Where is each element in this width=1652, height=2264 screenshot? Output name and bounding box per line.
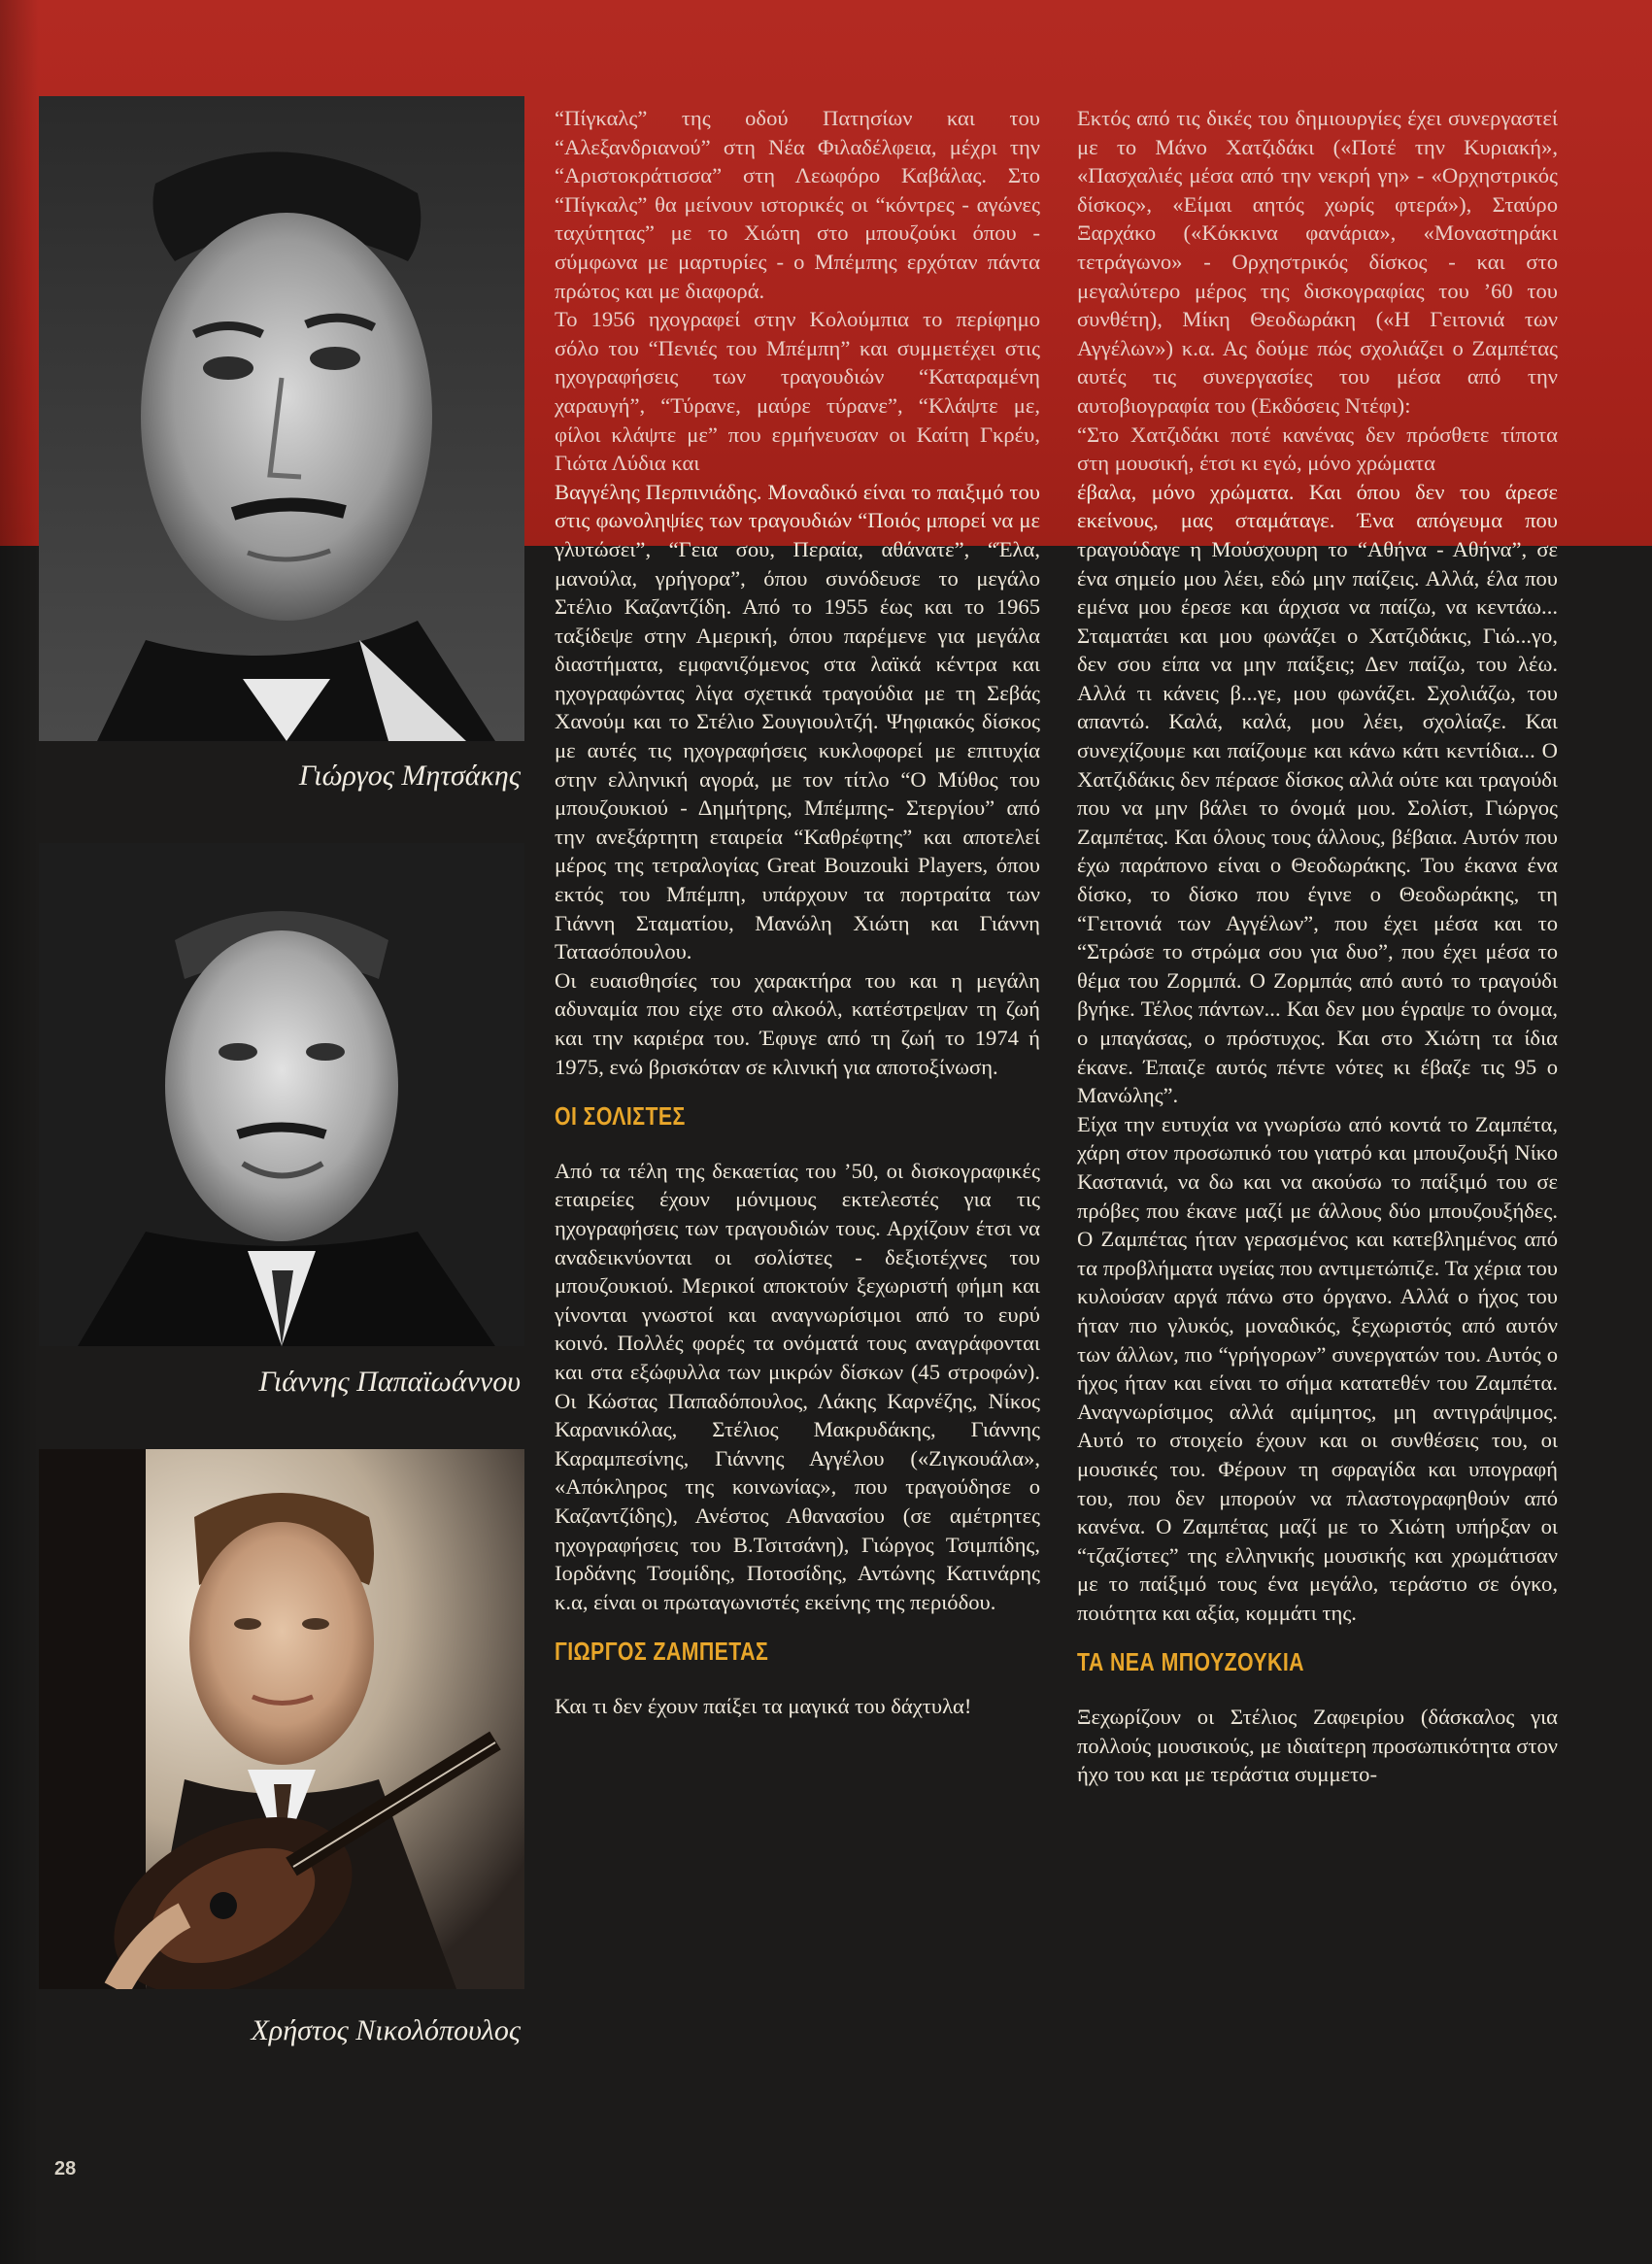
paragraph: Οι ευαισθησίες του χαρακτήρα του και η μεγάλη αδυναμία που είχε στο αλκοόλ, κατέστρεψαν τη ζωή και την καριέρα του. Έφυγε από τη ζωή το 1974 ή 1975, ενώ βρισκόταν σε κλινική για αποτοξίνωση.: [555, 967, 1040, 1079]
paragraph: “Στο Χατζιδάκι ποτέ κανένας δεν πρόσθετε τίποτα στη μουσική, έτσι κι εγώ, μόνο χρώματα: [1077, 422, 1558, 476]
caption-photo-3: Χρήστος Νικολόπουλος: [251, 2014, 521, 2046]
caption-photo-2: Γιάννης Παπαϊωάννου: [258, 1366, 521, 1398]
paragraph: Από τα τέλη της δεκαετίας του ’50, οι δισκογραφικές εταιρείες έχουν μόνιμους εκτελεστές για τις ηχογραφήσεις των τραγουδιών τους. Αρχίζουν έτσι να αναδεικνύονται οι σολίστες - δεξιοτέχνες του μπουζουκιού. Μερικοί αποκτούν ξεχωριστή φήμη και γίνονται γνωστοί και αναγνωρίσιμοι από το ευρύ κοινό. Πολλές φορές τα ονόματά τους αναγράφονται και στα εξώφυλλα των μικρών δίσκων (45 στροφών). Οι Κώστας Παπαδόπουλος, Λάκης Καρνέζης, Νίκος Καρανικόλας, Στέλιος Μακρυδάκης, Γιάννης Καραμπεσίνης, Γιάννης Αγγέλου («Ζιγκουάλα», «Απόκληρος της κοινωνίας», που τραγούδησε ο Καζαντζίδης), Ανέστος Αθανασίου (σε αμέτρητες ηχογραφήσεις του Β.Τσιτσάνη), Γιώργος Τσιμπίδης, Ιορδάνης Τσομίδης, Ποτοσίδης, Αντώνης Κατινάρης κ.α, είναι οι πρωταγωνιστές εκείνης της περιόδου.: [555, 1158, 1040, 1614]
section-heading-soloists: ΟΙ ΣΟΛΙΣΤΕΣ: [555, 1101, 686, 1132]
paragraph: Ξεχωρίζουν οι Στέλιος Ζαφειρίου (δάσκαλος για πολλούς μουσικούς, με ιδιαίτερη προσωπικότητα στον ήχο του και με τεράστια συμμετο-: [1077, 1705, 1558, 1787]
paragraph: “Πίγκαλς” της οδού Πατησίων και του “Αλεξανδριανού” στη Νέα Φιλαδέλφεια, μέχρι την “Αριστοκράτισσα” στη Λεωφόρο Καβάλας. Στο “Πίγκαλς” θα μείνουν ιστορικές οι “κόντρες - αγώνες ταχύτητας” με το Χιώτη στο μπουζούκι όπου - σύμφωνα με μαρτυρίες - ο Μπέμπης ερχόταν πάντα πρώτος και με διαφορά.: [555, 106, 1040, 303]
portrait-photo-mitsakis: [39, 96, 524, 741]
page-number: 28: [54, 2158, 77, 2180]
paragraph: έβαλα, μόνο χρώματα. Και όπου δεν του άρεσε εκείνους, μας σταμάταγε. Ένα απόγευμα που τραγούδαγε η Μούσχουρη το “Αθήνα - Αθήνα”, σε ένα σημείο μου λέει, εδώ μην παίζεις. Αλλά, έλα που εμένα μου έρεσε και άρχισα να παίζω, να κεντάω... Σταματάει και μου φωνάζει ο Χατζιδάκις, Γιώ...γο, δεν σου είπα να μην παίξεις; Δεν παίζω, του λέω. Αλλά τι κάνεις β...γε, μου φωνάζει. Σχολιάζω, του απαντώ. Καλά, καλά, μου λέει, σχολίαζε. Και συνεχίζουμε και παίζουμε και κάνω κάτι κεντίδια... Ο Χατζιδάκις δεν πέρασε δίσκος αλλά ούτε και τραγούδι που να μην βάλει το όνομά μου. Σολίστ, Γιώργος Ζαμπέτας. Και όλους τους άλλους, βέβαια. Αυτόν που έχω παράπονο είναι ο Θεοδωράκης. Του έκανα ένα δίσκο, το δίσκο που έγινε ο Θεοδωράκης, τη “Γειτονιά των Αγγέλων”, που έχει μέσα και το “Στρώσε το στρώμα σου για δυο”, που έχει μέσα το θέμα του Ζορμπά. Ο Ζορμπάς από αυτό το τραγούδι βγήκε. Τέλος πάντων... Και δεν μου έγραψε το όνομα, ο μπαγάσας, ο πρόστυχος. Και στο Χιώτη τα ίδια έκανε. Έπαιζε αυτός πέντε νότες κι έβαζε τις 95 ο Μανώλης”.: [1077, 479, 1558, 1108]
caption-photo-1: Γιώργος Μητσάκης: [298, 760, 521, 792]
paragraph: Βαγγέλης Περπινιάδης. Μοναδικό είναι το παιξιμό του στις φωνοληψίες των τραγουδιών “Ποιός μπορεί να με γλυτώσει”, “Γεια σου, Περαία, αθάνατε”, “Έλα, μανούλα, γρήγορα”, όπου συνόδευσε το μεγάλο Στέλιο Καζαντζίδη. Από το 1955 έως και το 1965 ταξίδεψε στην Αμερική, όπου παρέμενε για μεγάλα διαστήματα, εμφανιζόμενος στα λαϊκά κέντρα και ηχογραφώντας λίγα σχετικά τραγούδια με τη Σεβάς Χανούμ και το Στέλιο Σουγιουλτζή. Ψηφιακός δίσκος με αυτές τις ηχογραφήσεις κυκλοφορεί με επιτυχία στην ελληνική αγορά, με τον τίτλο “Ο Μύθος του μπουζουκιού - Δημήτρης, Μπέμπης- Στεργίου” από την ανεξάρτητη εταιρεία “Καθρέφτης” και αποτελεί μέρος της τετραλογίας Great Bouzouki Players, όπου εκτός του Μπέμπη, υπάρχουν τα πορτραίτα των Γιάννη Σταματίου, Μανώλη Χιώτη και Γιάννη Τατασόπουλου.: [555, 479, 1040, 964]
section-heading-zampetas: ΓΙΩΡΓΟΣ ΖΑΜΠΕΤΑΣ: [555, 1637, 769, 1667]
paragraph: Το 1956 ηχογραφεί στην Κολούμπια το περίφημο σόλο του “Πενιές του Μπέμπη” και συμμετέχει στις ηχογραφήσεις των τραγουδιών “Καταραμένη χαραυγή”, “Τύρανε, μαύρε τύρανε”, “Κλάψτε με, φίλοι κλάψτε με” που ερμήνευσαν οι Καίτη Γκρέυ, Γιώτα Λύδια και: [555, 307, 1040, 476]
binding-shadow: [0, 0, 39, 2264]
paragraph: Εκτός από τις δικές του δημιουργίες έχει συνεργαστεί με το Μάνο Χατζιδάκι («Ποτέ την Κυριακή», «Πασχαλιές μέσα από την νεκρή γη» - «Ορχηστρικός δίσκος», «Είμαι αητός χωρίς φτερά»), Σταύρο Ξαρχάκο («Κόκκινα φανάρια», «Μοναστηράκι τετράγωνο» - Ορχηστρικός δίσκος - και στο μεγαλύτερο μέρος της δισκογραφίας του ’60 του συνθέτη), Μίκη Θεοδωράκη («Η Γειτονιά των Αγγέλων») κ.α. Ας δούμε πώς σχολιάζει ο Ζαμπέτας αυτές τις συνεργασίες του μέσα από την αυτοβιογραφία του (Εκδόσεις Ντέφι):: [1077, 106, 1558, 418]
article-column-middle: [555, 104, 1040, 1720]
portrait-photo-nikolopoulos: [39, 1449, 524, 1989]
article-column-right: [1077, 104, 1558, 1789]
paragraph: Και τι δεν έχουν παίξει τα μαγικά του δάχτυλα!: [555, 1693, 972, 1718]
section-heading-new-bouzoukia: ΤΑ ΝΕΑ ΜΠΟΥΖΟΥΚΙΑ: [1077, 1647, 1304, 1677]
portrait-photo-papaioannou: [39, 843, 524, 1346]
paragraph: Είχα την ευτυχία να γνωρίσω από κοντά το Ζαμπέτα, χάρη στον προσωπικό του γιατρό και μπουζουξή Νίκο Καστανιά, να δω και να ακούσω το παίξιμό του σε πρόβες που έκανε μαζί με άλλους δύο μπουζουξήδες. Ο Ζαμπέτας ήταν γερασμένος και κατεβλημένος από τα προβλήματα υγείας που αντιμετώπιζε. Τα χέρια του κυλούσαν αργά πάνω στο όργανο. Αλλά ο ήχος του ήταν πιο γλυκός, μοναδικός, ξεχωριστός από αυτόν των άλλων, πιο “γρήγορων” συνεργατών του. Αυτός ο ήχος ήταν και είναι το σήμα κατατεθέν του Ζαμπέτα. Αναγνωρίσιμος αλλά αμίμητος, μη αντιγράψιμος. Αυτό το στοιχείο έχουν και οι συνθέσεις του, οι μουσικές του. Φέρουν τη σφραγίδα και υπογραφή του, που δεν μπορούν να πλαστογραφηθούν από κανένα. Ο Ζαμπέτας μαζί με το Χιώτη υπήρξαν οι “τζαζίστες” της ελληνικής μουσικής και χρωμάτισαν με το παίξιμό τους ένα μεγάλο, τεράστιο σε όγκο, ποιότητα και αξία, κομμάτι της.: [1077, 1111, 1558, 1625]
